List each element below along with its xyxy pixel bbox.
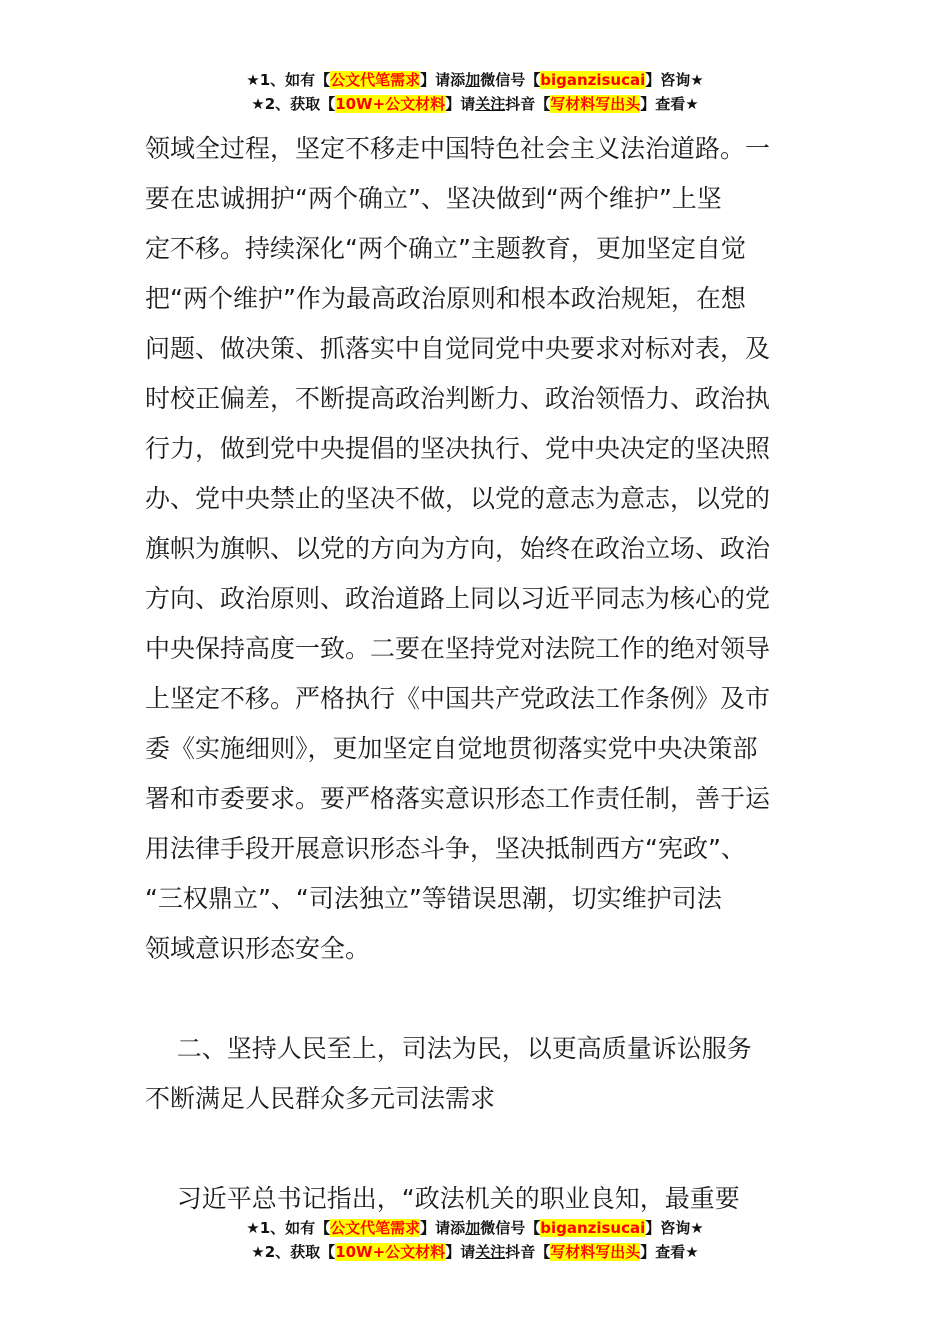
banner-line-1: [0, 1216, 950, 1240]
text-line: 把“两个维护”作为最高政治原则和根本政治规矩，在想: [145, 284, 746, 313]
text-line: 习近平总书记指出，“政法机关的职业良知，最重要: [145, 1184, 740, 1213]
banner-text: ★1、如有【: [246, 1219, 331, 1237]
banner-highlight: biganzisucai: [540, 1219, 646, 1237]
paragraph-spacer: [145, 974, 810, 1024]
banner-highlight: 公文代笔需求: [330, 1219, 421, 1237]
banner-line-2: [0, 92, 950, 116]
text-line: 旗帜为旗帜、以党的方向为方向，始终在政治立场、政治: [145, 534, 771, 563]
paragraph-spacer: [145, 1124, 810, 1174]
text-line: 时校正偏差，不断提高政治判断力、政治领悟力、政治执: [145, 384, 771, 413]
banner-underlined: 关注: [475, 95, 506, 113]
banner-text: ★2、获取【: [251, 1243, 336, 1261]
header-banner: [0, 68, 950, 116]
banner-text: 抖音【: [505, 1243, 551, 1261]
text-line: 二、坚持人民至上，司法为民，以更高质量诉讼服务: [145, 1034, 752, 1063]
text-line: 定不移。持续深化“两个确立”主题教育，更加坚定自觉: [145, 234, 746, 263]
banner-underlined: 加: [465, 71, 481, 89]
banner-highlight: 公文代笔需求: [330, 71, 421, 89]
body-paragraph-1: [145, 124, 810, 974]
banner-text: 抖音【: [505, 95, 551, 113]
text-line: 领域全过程，坚定不移走中国特色社会主义法治道路。一: [145, 134, 771, 163]
banner-text: 】请: [445, 1243, 476, 1261]
banner-text: 】查看★: [640, 1243, 699, 1261]
banner-highlight: 10W+公文材料: [335, 1243, 446, 1261]
text-line: 要在忠诚拥护“两个确立”、坚决做到“两个维护”上坚: [145, 184, 722, 213]
banner-highlight: 10W+公文材料: [335, 95, 446, 113]
banner-text: 】咨询★: [645, 1219, 704, 1237]
banner-text: ★2、获取【: [251, 95, 336, 113]
text-line: 署和市委要求。要严格落实意识形态工作责任制，善于运: [145, 784, 771, 813]
section-heading: [145, 1024, 810, 1124]
banner-text: 】请: [445, 95, 476, 113]
banner-text: 】咨询★: [645, 71, 704, 89]
text-line: 行力，做到党中央提倡的坚决执行、党中央决定的坚决照: [145, 434, 771, 463]
text-line: 办、党中央禁止的坚决不做，以党的意志为意志，以党的: [145, 484, 771, 513]
banner-text: 】查看★: [640, 95, 699, 113]
banner-text: 微信号【: [480, 1219, 541, 1237]
banner-line-1: [0, 68, 950, 92]
text-line: 问题、做决策、抓落实中自觉同党中央要求对标对表，及: [145, 334, 771, 363]
text-line: “三权鼎立”、“司法独立”等错误思潮，切实维护司法: [145, 884, 722, 913]
banner-highlight: 写材料写出头: [550, 95, 641, 113]
text-line: 上坚定不移。严格执行《中国共产党政法工作条例》及市: [145, 684, 771, 713]
text-line: 委《实施细则》，更加坚定自觉地贯彻落实党中央决策部: [145, 734, 758, 763]
banner-line-2: [0, 1240, 950, 1264]
banner-text: 】请添: [420, 71, 466, 89]
banner-underlined: 加: [465, 1219, 481, 1237]
text-line: 方向、政治原则、政治道路上同以习近平同志为核心的党: [145, 584, 771, 613]
document-body: [145, 124, 810, 1224]
banner-text: 微信号【: [480, 71, 541, 89]
banner-highlight: biganzisucai: [540, 71, 646, 89]
banner-text: ★1、如有【: [246, 71, 331, 89]
banner-text: 】请添: [420, 1219, 466, 1237]
text-line: 领域意识形态安全。: [145, 934, 371, 963]
banner-underlined: 关注: [475, 1243, 506, 1261]
text-line: 用法律手段开展意识形态斗争，坚决抵制西方“宪政”、: [145, 834, 746, 863]
text-line: 不断满足人民群众多元司法需求: [145, 1084, 496, 1113]
footer-banner: [0, 1216, 950, 1264]
text-line: 中央保持高度一致。二要在坚持党对法院工作的绝对领导: [145, 634, 771, 663]
banner-highlight: 写材料写出头: [550, 1243, 641, 1261]
